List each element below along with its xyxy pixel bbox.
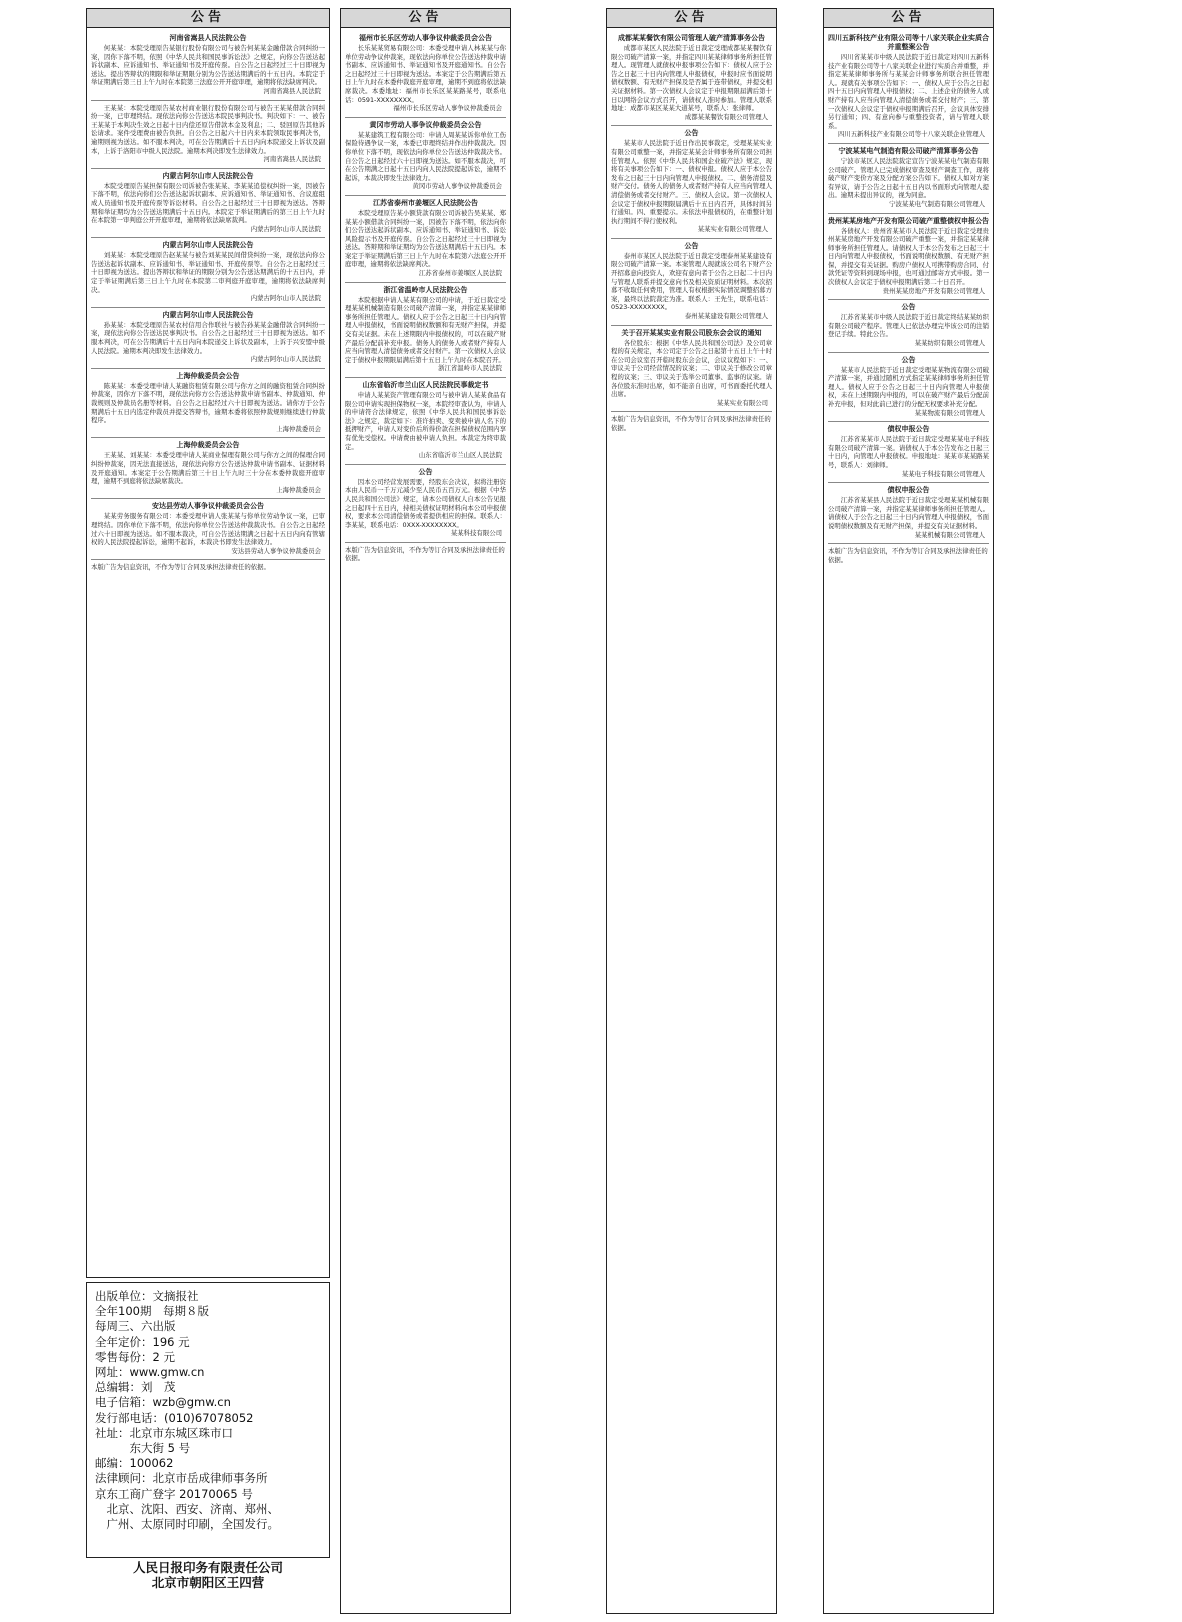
notice-body: 刘某某：本院受理原告赵某某与被告刘某某民间借贷纠纷一案，现依法向你公告送达起诉状副本、应诉通知书、举证通知书、开庭传票等。自公告之日起经过三十日即视为送达。提出答辩状和举证的期限分别为公告送达期满后的十五日内，并定于举证期满后第三日上午九时在本院第二审判庭开庭审理，逾期将依法缺席判决。 (91, 251, 325, 294)
notice (611, 34, 772, 121)
notice-title: 公告 (684, 241, 699, 250)
notice-body: 江苏省某某市人民法院于近日裁定受理某某电子科技有限公司破产清算一案。请债权人于本公告发布之日起三十日内，向管理人申报债权。申报地址：某某市某某路某号，联系人：刘律师。 (828, 435, 989, 469)
notice-signature: 某某科技有限公司 (450, 529, 502, 538)
notice-title: 公告 (901, 303, 916, 312)
notice-divider (828, 543, 989, 544)
publisher-line: 全年定价：196 元 (95, 1334, 190, 1349)
notice-body: 本院受理原告某小额贷款有限公司诉被告吴某某、郑某某小额借款合同纠纷一案，因被告下落不明，依法向你们公告送达起诉状副本、应诉通知书、举证通知书、诉讼风险提示书及开庭传票。自公告之日起经过三十日即视为送达。答辩期和举证期均为公告送达期满后十五日内。本案定于举证期满后第三日上午九时在本院第六法庭公开开庭审理，逾期将依法缺席判决。 (345, 208, 506, 269)
notice (91, 311, 325, 364)
column-header: 公告 (824, 9, 993, 28)
notice-divider (611, 411, 772, 412)
notice-signature: 福州市长乐区劳动人事争议仲裁委员会 (393, 104, 502, 113)
notice-title: 贵州某某房地产开发有限公司破产重整债权申报公告 (828, 216, 989, 225)
notice-signature: 四川五新科技产业有限公司等十八家关联企业管理人 (838, 130, 985, 139)
notice-signature: 泰州某某建设有限公司管理人 (684, 312, 768, 321)
notice-body: 某某市人民法院于近日作出民事裁定，受理某某实业有限公司重整一案，并指定某某会计师事务所有限公司担任管理人。依照《中华人民共和国企业破产法》规定，现将有关事项公告如下：一、债权申报。债权人应于本公告发布之日起三十日内向管理人申报债权。二、债务清偿及财产交付。债务人的债务人或者财产持有人应当向管理人清偿债务或者交付财产。三、债权人会议。第一次债权人会议定于债权申报期限届满后十五日内召开，具体时间另行通知。四、重要提示。未依法申报债权的，在重整计划执行期间不得行使权利。 (611, 139, 772, 225)
notice-title: 安达县劳动人事争议仲裁委员会公告 (152, 502, 264, 511)
notice (828, 217, 989, 296)
notice-title: 上海仲裁委员会公告 (176, 441, 240, 450)
notice-divider (91, 100, 325, 101)
notice-signature: 江苏省泰州市姜堰区人民法院 (418, 269, 502, 278)
notice-divider (611, 238, 772, 239)
publisher-line: 网址：www.gmw.cn (95, 1365, 205, 1380)
notice-divider (828, 213, 989, 214)
column-header: 公告 (87, 9, 329, 28)
notice (345, 34, 506, 113)
notice-signature: 某某机械有限公司管理人 (914, 530, 985, 539)
notice (91, 441, 325, 494)
notice-divider (345, 464, 506, 465)
notice (828, 147, 989, 209)
notice-divider (611, 125, 772, 126)
column-body (87, 28, 329, 575)
notice (828, 303, 989, 347)
publisher-line: 东大街 5 号 (95, 1441, 191, 1456)
notice (345, 381, 506, 460)
notice (828, 356, 989, 418)
notice (91, 241, 325, 303)
notice-divider (91, 559, 325, 560)
notice (345, 199, 506, 278)
notice-signature: 安达县劳动人事争议仲裁委员会 (231, 546, 321, 555)
notice-divider (91, 307, 325, 308)
printer-footer (86, 1560, 330, 1590)
notice-body: 某某劳务服务有限公司：本委受理申请人张某某与你单位劳动争议一案，已审理终结。因你单位下落不明，依法向你单位公告送达仲裁裁决书。自公告之日起经过六十日即视为送达。如不服本裁决，可自公告送达期满之日起十五日内向有管辖权的人民法院提起诉讼，逾期不起诉，本裁决书即发生法律效力。 (91, 512, 325, 547)
notice-body: 陈某某：本委受理申请人某融资租赁有限公司与你方之间的融资租赁合同纠纷仲裁案，因你方下落不明，现依法向你方公告送达仲裁申请书副本、仲裁通知、仲裁规则及仲裁员名册等材料。自公告之日起经过六十日即视为送达。请你方于公告期满后十五日内选定仲裁员并提交答辩书，逾期本委将依照仲裁规则继续进行仲裁程序。 (91, 381, 325, 425)
notice (345, 286, 506, 373)
notice-title: 上海仲裁委员会公告 (176, 371, 240, 380)
notice (91, 104, 325, 164)
notice-divider (345, 117, 506, 118)
notice-divider (91, 368, 325, 369)
disclaimer-note: 本版广告为信息资讯，不作为等订合同及承担法律责任的依据。 (91, 563, 270, 572)
publisher-line: 每周三、六出版 (95, 1319, 176, 1334)
notice-signature: 某某电子科技有限公司管理人 (901, 469, 985, 478)
notice-body: 成都市某区人民法院于近日裁定受理成都某某餐饮有限公司破产清算一案，并指定四川某某律师事务所担任管理人。现管理人就债权申报事项公告如下：债权人应于公告之日起三十日内向管理人申报债权，申报时应书面说明债权数额、有无财产担保及是否属于连带债权，并提交相关证据材料。第一次债权人会议定于申报期限届满后第十日以网络会议方式召开，请债权人准时参加。管理人联系地址：成都市某区某某大道某号，联系人：张律师。 (611, 44, 772, 113)
publisher-line: 法律顾问：北京市岳成律师事务所 (95, 1471, 268, 1486)
notice-signature: 宁波某某电气制造有限公司管理人 (889, 199, 985, 208)
notice-body: 四川省某某市中级人民法院于近日裁定对四川五新科技产业有限公司等十八家关联企业进行实质合并重整，并指定某某律师事务所与某某会计师事务所联合担任管理人。现就有关事项公告如下：一、债权人应于公告之日起四十五日内向管理人申报债权；二、上述企业的债务人或财产持有人应当向管理人清偿债务或者交付财产；三、第一次债权人会议定于债权申报期满后召开，会议具体安排另行通知；四、有意向参与重整投资者，请与管理人联系。 (828, 53, 989, 130)
notice-signature: 贵州某某房地产开发有限公司管理人 (882, 286, 985, 295)
publisher-line: 邮编：100062 (95, 1456, 174, 1471)
notice-body: 江苏省某某市中级人民法院于近日裁定终结某某纺织有限公司破产程序。管理人已依法办理完毕该公司的注销登记手续。特此公告。 (828, 313, 989, 339)
notice-title: 公告 (418, 467, 433, 476)
publisher-line: 京东工商广登字 20170065 号 (95, 1486, 253, 1501)
notice-signature: 河南省嵩县人民法院 (263, 86, 321, 95)
notice (345, 468, 506, 538)
notice-divider (828, 299, 989, 300)
notice-body: 孙某某：本院受理原告某农村信用合作联社与被告孙某某金融借款合同纠纷一案，现依法向你公告送达民事判决书。自公告之日起经过三十日即视为送达。如不服本判决，可在公告期满后十五日内向本院递交上诉状及副本，上诉于兴安盟中级人民法院。逾期本判决即发生法律效力。 (91, 320, 325, 355)
publisher-info-box (86, 1282, 330, 1558)
publisher-line: 电子信箱：wzb@gmw.cn (95, 1395, 231, 1410)
notice-signature: 某某实业有限公司 (716, 398, 768, 407)
notice-signature: 某某实业有限公司管理人 (697, 225, 768, 234)
notice-column-1 (86, 8, 330, 1278)
column-body (607, 28, 776, 435)
notice-body: 何某某：本院受理原告某银行股份有限公司与被告何某某金融借款合同纠纷一案，因你下落不明，依照《中华人民共和国民事诉讼法》之规定，向你公告送达起诉状副本、应诉通知书、举证通知书及开庭传票。自公告之日起经过三十日即视为送达。提出答辩状的期限和举证期限分别为公告送达期满后的十五日内。本院定于举证期满后第三日上午九时在本院第三法庭公开开庭审理，逾期将依法缺席判决。 (91, 44, 325, 87)
notice-title: 内蒙古阿尔山市人民法院公告 (162, 241, 254, 250)
notice (91, 502, 325, 555)
notice-title: 江苏省泰州市姜堰区人民法院公告 (373, 198, 478, 207)
notice (828, 34, 989, 139)
column-header: 公告 (341, 9, 510, 28)
notice-body: 长乐某某贸易有限公司：本委受理申请人林某某与你单位劳动争议仲裁案，现依法向你单位公告送达仲裁申请书副本、应诉通知书、举证通知书及开庭通知书。自公告之日起经过三十日即视为送达。本案定于公告期满后第五日上午九时在本委仲裁庭开庭审理，逾期不到庭将依法缺席裁决。本委地址：福州市长乐区某某路某号，联系电话：0591-XXXXXXXX。 (345, 44, 506, 104)
notice-body: 各债权人：贵州省某某市人民法院于近日裁定受理贵州某某房地产开发有限公司破产重整一案，并指定某某律师事务所担任管理人。请债权人于本公告发布之日起三十日内向管理人申报债权，书面说明债权数额、有无财产担保，并提交有关证据。购房户债权人可携带购房合同、付款凭证等资料到现场申报，也可通过邮寄方式申报。第一次债权人会议定于债权申报期满后第二十日召开。 (828, 226, 989, 287)
notice-divider (828, 482, 989, 483)
notice-divider (91, 168, 325, 169)
column-header: 公告 (607, 9, 776, 28)
notice-signature: 内蒙古阿尔山市人民法院 (250, 224, 321, 233)
disclaimer-note: 本版广告为信息资讯，不作为等订合同及承担法律责任的依据。 (611, 415, 771, 432)
publisher-line: 全年100期 每期８版 (95, 1304, 209, 1319)
notice-title: 公告 (901, 355, 916, 364)
notice-divider (91, 437, 325, 438)
notice-body: 本院受理原告某担保有限公司诉被告张某某、李某某追偿权纠纷一案，因被告下落不明，依法向你们公告送达起诉状副本、应诉通知书、举证通知书、合议庭组成人员通知书及开庭传票等诉讼材料。自公告之日起经过三十日即视为送达。答辩期和举证期均为公告送达期满后十五日内。本院定于举证期满后的第三日上午九时在本院第一审判庭公开开庭审理，逾期将依法缺席裁判。 (91, 181, 325, 225)
notice (91, 172, 325, 234)
disclaimer-note: 本版广告为信息资讯，不作为等订合同及承担法律责任的依据。 (828, 547, 988, 564)
notice-signature: 内蒙古阿尔山市人民法院 (250, 355, 321, 364)
column-body (824, 28, 993, 567)
notice-column-4 (823, 8, 994, 1614)
notice (828, 486, 989, 539)
printer-name: 人民日报印务有限责任公司 (132, 1560, 283, 1575)
notice (91, 34, 325, 96)
notice-signature: 浙江省温岭市人民法院 (438, 364, 502, 373)
notice-body: 申请人某某资产管理有限公司与被申请人某某食品有限公司申请实现担保物权一案，本院经审查认为，申请人的申请符合法律规定，依照《中华人民共和国民事诉讼法》之规定，裁定如下：准许拍卖、变卖被申请人名下的抵押财产，申请人对变价后所得价款在担保债权范围内享有优先受偿权。申请费由被申请人负担。本裁定为终审裁定。 (345, 391, 506, 451)
publisher-line: 社址：北京市东城区珠市口 (95, 1425, 233, 1440)
notice-divider (828, 421, 989, 422)
notice-divider (345, 542, 506, 543)
notice-title: 浙江省温岭市人民法院公告 (383, 285, 468, 294)
notice (611, 329, 772, 408)
notice-signature: 某某纺织有限公司管理人 (914, 339, 985, 348)
publisher-line: 北京、沈阳、西安、济南、郑州、 (95, 1501, 279, 1516)
column-body (341, 28, 510, 566)
disclaimer-note: 本版广告为信息资讯，不作为等订合同及承担法律责任的依据。 (345, 545, 505, 563)
notice-divider (91, 237, 325, 238)
notice-title: 福州市长乐区劳动人事争议仲裁委员会公告 (359, 34, 492, 42)
notice-title: 河南省嵩县人民法院公告 (169, 34, 247, 42)
notice-title: 内蒙古阿尔山市人民法院公告 (162, 171, 254, 180)
notice-column-3 (606, 8, 777, 1614)
notice-title: 黄冈市劳动人事争议仲裁委员会公告 (369, 120, 482, 129)
notice-title: 宁波某某电气制造有限公司破产清算事务公告 (838, 146, 979, 155)
notice-signature: 河南省嵩县人民法院 (263, 155, 321, 164)
notice-divider (345, 195, 506, 196)
notice-column-2 (340, 8, 511, 1614)
notice (828, 425, 989, 478)
notice-signature: 黄冈市劳动人事争议仲裁委员会 (412, 182, 502, 191)
notice-title: 关于召开某某实业有限公司股东会会议的通知 (621, 328, 762, 337)
notice-divider (345, 377, 506, 378)
notice-body: 王某某：本院受理原告某农村商业银行股份有限公司与被告王某某借款合同纠纷一案，已审理终结。现依法向你公告送达本院民事判决书。判决如下：一、被告王某某于本判决生效之日起十日内偿还原告借款本金及利息；二、驳回原告其他诉讼请求。案件受理费由被告负担。自公告之日起六十日内来本院领取民事判决书，逾期则视为送达。如不服本判决，可在公告期满后十五日内向本院递交上诉状及副本，上诉于洛阳市中级人民法院。逾期本判决即发生法律效力。 (91, 103, 325, 155)
notice-body: 某某建筑工程有限公司：申请人周某某诉你单位工伤保险待遇争议一案，本委已审理终结并作出仲裁裁决。因你单位下落不明，现依法向你单位公告送达仲裁裁决书。自公告之日起经过六十日即视为送达。如不服本裁决，可在公告期满之日起十五日内向人民法院提起诉讼，逾期不起诉，本裁决即发生法律效力。 (345, 130, 506, 182)
notice-divider (828, 352, 989, 353)
notice-divider (828, 143, 989, 144)
notice-title: 债权申报公告 (887, 486, 930, 495)
notice-signature: 上海仲裁委员会 (276, 424, 321, 433)
notice-signature: 山东省临沂市兰山区人民法院 (418, 451, 502, 460)
notice-title: 四川五新科技产业有限公司等十八家关联企业实质合并重整案公告 (828, 34, 989, 51)
notice-title: 债权申报公告 (887, 425, 930, 434)
notice (611, 129, 772, 234)
publisher-line: 广州、太原同时印刷，全国发行。 (95, 1517, 279, 1532)
notice (345, 121, 506, 191)
notice (91, 372, 325, 434)
notice-title: 内蒙古阿尔山市人民法院公告 (162, 310, 254, 319)
notice-body: 王某某、刘某某：本委受理申请人某商业保理有限公司与你方之间的保理合同纠纷仲裁案，因无法直接送达，现依法向你方公告送达仲裁申请书副本、证据材料及开庭通知。本案定于公告期满后第三十日上午九时三十分在本委仲裁庭开庭审理，逾期不到庭将依法缺席裁决。 (91, 451, 325, 486)
notice-signature: 成都某某餐饮有限公司管理人 (684, 112, 768, 121)
notice-signature: 某某物流有限公司管理人 (914, 408, 985, 417)
notice-body: 本院根据申请人某某有限公司的申请，于近日裁定受理某某机械制造有限公司破产清算一案，并指定某某律师事务所担任管理人。债权人应于公告之日起三十日内向管理人申报债权，书面说明债权数额和有无财产担保，并提交有关证据。未在上述期限内申报债权的，可以在破产财产最后分配前补充申报。债务人的债务人或者财产持有人应当向管理人清偿债务或者交付财产。第一次债权人会议定于债权申报期限届满后第十五日上午九时在本院召开。 (345, 295, 506, 364)
notice-body: 各位股东：根据《中华人民共和国公司法》及公司章程的有关规定，本公司定于公告之日起第十五日上午十时在公司会议室召开临时股东会会议，会议议程如下：一、审议关于公司经营情况的议案；二、审议关于修改公司章程的议案；三、审议关于选举公司董事、监事的议案。请各位股东准时出席，如不能亲自出席，可书面委托代理人出席。 (611, 338, 772, 399)
publisher-line: 总编辑：刘 茂 (95, 1380, 176, 1395)
publisher-line: 零售每份：2 元 (95, 1349, 175, 1364)
notice-body: 江苏省某某县人民法院于近日裁定受理某某机械有限公司破产清算一案，并指定某某律师事务所担任管理人。请债权人于公告之日起三十日内向管理人申报债权，书面说明债权数额及有无财产担保，并提交有关证据材料。 (828, 496, 989, 530)
printer-address: 北京市朝阳区王四营 (151, 1575, 265, 1590)
notice-body: 泰州市某区人民法院于近日裁定受理泰州某某建设有限公司破产清算一案。本案管理人现就该公司名下财产公开招募意向投资人，欢迎有意向者于公告之日起二十日内与管理人联系并提交意向书及相关资质证明材料。本次招募不收取任何费用，管理人有权根据实际情况调整招募方案，最终以法院裁定为准。联系人：王先生，联系电话：0523-XXXXXXXX。 (611, 251, 772, 312)
publisher-line: 发行部电话：(010)67078052 (95, 1410, 254, 1425)
notice-signature: 内蒙古阿尔山市人民法院 (250, 294, 321, 303)
notice-divider (345, 282, 506, 283)
notice-title: 成都某某餐饮有限公司管理人破产清算事务公告 (618, 34, 765, 42)
notice-divider (91, 498, 325, 499)
notice-title: 公告 (684, 129, 699, 138)
notice-body: 宁波市某区人民法院裁定宣告宁波某某电气制造有限公司破产。管理人已完成债权审查及财产调查工作，现将破产财产变价方案及分配方案公告如下。债权人如对方案有异议，请于公告之日起十五日内以书面形式向管理人提出。逾期未提出异议的，视为同意。 (828, 156, 989, 200)
notice-divider (611, 325, 772, 326)
notice-title: 山东省临沂市兰山区人民法院民事裁定书 (362, 381, 489, 389)
notice (611, 242, 772, 321)
notice-signature: 上海仲裁委员会 (276, 485, 321, 494)
notice-body: 某某市人民法院于近日裁定受理某某物流有限公司破产清算一案，并通过随机方式指定某某律师事务所担任管理人。债权人应于公告之日起三十日内向管理人申报债权，未在上述期限内申报的，可以在破产财产最后分配前补充申报，但对此前已进行的分配无权要求补充分配。 (828, 365, 989, 408)
notice-body: 因本公司经营发展需要，经股东会决议，拟将注册资本由人民币一千万元减少至人民币五百万元。根据《中华人民共和国公司法》规定，请本公司债权人自本公告见报之日起四十五日内，持相关债权证明材料向本公司申报债权，要求本公司清偿债务或者提供相应的担保。联系人：李某某，联系电话：0XXX-XXXXXXXX。 (345, 477, 506, 529)
publisher-line: 出版单位：文摘报社 (95, 1289, 199, 1303)
